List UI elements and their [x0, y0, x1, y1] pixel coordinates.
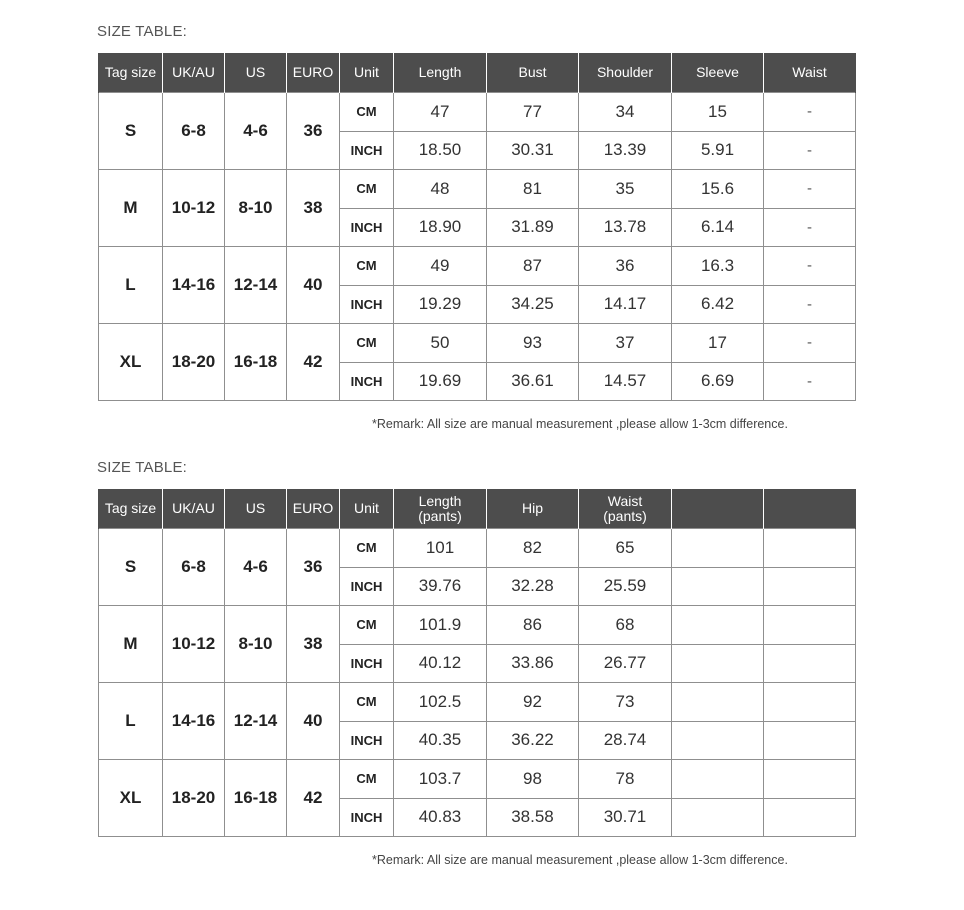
sleeve-cell: 16.3 [672, 247, 764, 286]
hip-cell: 98 [487, 760, 579, 799]
sleeve-cell: 15 [672, 93, 764, 132]
hip-cell: 86 [487, 606, 579, 645]
shoulder-cell: 34 [579, 93, 672, 132]
sleeve-cell: 17 [672, 324, 764, 363]
hip-cell: 32.28 [487, 567, 579, 606]
header-tag-size: Tag size [99, 53, 163, 93]
waist-cell: - [764, 93, 856, 132]
euro-cell: 38 [287, 606, 340, 683]
header-waist-pants: Waist (pants) [579, 489, 672, 529]
header-tag-size: Tag size [99, 489, 163, 529]
header-waist: Waist [764, 53, 856, 93]
waist-cell: - [764, 285, 856, 324]
waist-cell: 30.71 [579, 798, 672, 837]
uk-au-cell: 18-20 [163, 760, 225, 837]
empty-cell [672, 683, 764, 722]
uk-au-cell: 14-16 [163, 683, 225, 760]
header-unit: Unit [340, 489, 394, 529]
bust-cell: 30.31 [487, 131, 579, 170]
waist-cell: 68 [579, 606, 672, 645]
header-unit: Unit [340, 53, 394, 93]
bust-cell: 34.25 [487, 285, 579, 324]
unit-cell: CM [340, 93, 394, 132]
header-row [99, 53, 856, 93]
empty-cell [764, 683, 856, 722]
waist-cell: - [764, 324, 856, 363]
euro-cell: 42 [287, 324, 340, 401]
header-us: US [225, 489, 287, 529]
remark-note: *Remark: All size are manual measurement ,please allow 1-3cm difference. [372, 417, 788, 431]
waist-cell: 78 [579, 760, 672, 799]
table-row [99, 170, 856, 209]
shoulder-cell: 13.39 [579, 131, 672, 170]
us-cell: 8-10 [225, 170, 287, 247]
bust-cell: 36.61 [487, 362, 579, 401]
us-cell: 4-6 [225, 529, 287, 606]
header-length: Length [394, 53, 487, 93]
table-row [99, 606, 856, 645]
size-table-pants [98, 489, 856, 837]
length-cell: 102.5 [394, 683, 487, 722]
waist-cell: 65 [579, 529, 672, 568]
header-length-pants: Length (pants) [394, 489, 487, 529]
bust-cell: 93 [487, 324, 579, 363]
shoulder-cell: 35 [579, 170, 672, 209]
empty-cell [764, 567, 856, 606]
us-cell: 16-18 [225, 324, 287, 401]
length-cell: 40.12 [394, 644, 487, 683]
unit-cell: INCH [340, 721, 394, 760]
header-sleeve: Sleeve [672, 53, 764, 93]
hip-cell: 33.86 [487, 644, 579, 683]
length-cell: 103.7 [394, 760, 487, 799]
euro-cell: 36 [287, 93, 340, 170]
shoulder-cell: 14.17 [579, 285, 672, 324]
length-cell: 48 [394, 170, 487, 209]
table-row [99, 247, 856, 286]
table-row [99, 683, 856, 722]
empty-cell [672, 721, 764, 760]
sleeve-cell: 6.14 [672, 208, 764, 247]
sleeve-cell: 6.69 [672, 362, 764, 401]
tag-size-cell: S [99, 93, 163, 170]
empty-cell [764, 798, 856, 837]
us-cell: 12-14 [225, 247, 287, 324]
remark-note: *Remark: All size are manual measurement ,please allow 1-3cm difference. [372, 853, 788, 867]
sleeve-cell: 15.6 [672, 170, 764, 209]
table-row [99, 529, 856, 568]
unit-cell: CM [340, 247, 394, 286]
length-cell: 19.69 [394, 362, 487, 401]
shoulder-cell: 37 [579, 324, 672, 363]
tag-size-cell: L [99, 247, 163, 324]
euro-cell: 42 [287, 760, 340, 837]
empty-cell [764, 721, 856, 760]
length-cell: 40.35 [394, 721, 487, 760]
unit-cell: CM [340, 170, 394, 209]
uk-au-cell: 10-12 [163, 606, 225, 683]
header-uk-au: UK/AU [163, 53, 225, 93]
us-cell: 16-18 [225, 760, 287, 837]
uk-au-cell: 10-12 [163, 170, 225, 247]
uk-au-cell: 18-20 [163, 324, 225, 401]
header-euro: EURO [287, 53, 340, 93]
unit-cell: CM [340, 683, 394, 722]
euro-cell: 40 [287, 247, 340, 324]
waist-cell: - [764, 170, 856, 209]
unit-cell: INCH [340, 644, 394, 683]
empty-cell [764, 529, 856, 568]
length-cell: 18.90 [394, 208, 487, 247]
table-row [99, 324, 856, 363]
table-row [99, 93, 856, 132]
waist-cell: 28.74 [579, 721, 672, 760]
unit-cell: INCH [340, 362, 394, 401]
shoulder-cell: 13.78 [579, 208, 672, 247]
waist-cell: - [764, 131, 856, 170]
empty-cell [672, 529, 764, 568]
unit-cell: INCH [340, 567, 394, 606]
header-hip: Hip [487, 489, 579, 529]
header-bust: Bust [487, 53, 579, 93]
waist-cell: - [764, 208, 856, 247]
empty-cell [672, 760, 764, 799]
empty-cell [672, 798, 764, 837]
header-row [99, 489, 856, 529]
header-empty [764, 489, 856, 529]
waist-cell: - [764, 362, 856, 401]
unit-cell: INCH [340, 208, 394, 247]
length-cell: 101.9 [394, 606, 487, 645]
tag-size-cell: S [99, 529, 163, 606]
unit-cell: INCH [340, 285, 394, 324]
length-cell: 50 [394, 324, 487, 363]
us-cell: 12-14 [225, 683, 287, 760]
length-cell: 47 [394, 93, 487, 132]
length-cell: 49 [394, 247, 487, 286]
bust-cell: 77 [487, 93, 579, 132]
empty-cell [764, 606, 856, 645]
size-table-tops [98, 53, 856, 401]
length-cell: 18.50 [394, 131, 487, 170]
empty-cell [672, 606, 764, 645]
length-cell: 19.29 [394, 285, 487, 324]
shoulder-cell: 36 [579, 247, 672, 286]
unit-cell: CM [340, 606, 394, 645]
hip-cell: 38.58 [487, 798, 579, 837]
uk-au-cell: 6-8 [163, 93, 225, 170]
tag-size-cell: M [99, 606, 163, 683]
us-cell: 8-10 [225, 606, 287, 683]
empty-cell [764, 760, 856, 799]
header-shoulder: Shoulder [579, 53, 672, 93]
uk-au-cell: 14-16 [163, 247, 225, 324]
waist-cell: 73 [579, 683, 672, 722]
header-empty [672, 489, 764, 529]
euro-cell: 38 [287, 170, 340, 247]
table-row [99, 760, 856, 799]
euro-cell: 36 [287, 529, 340, 606]
tag-size-cell: M [99, 170, 163, 247]
length-cell: 40.83 [394, 798, 487, 837]
section-title: SIZE TABLE: [97, 459, 188, 476]
euro-cell: 40 [287, 683, 340, 760]
unit-cell: CM [340, 529, 394, 568]
us-cell: 4-6 [225, 93, 287, 170]
unit-cell: INCH [340, 798, 394, 837]
empty-cell [764, 644, 856, 683]
bust-cell: 81 [487, 170, 579, 209]
sleeve-cell: 5.91 [672, 131, 764, 170]
empty-cell [672, 644, 764, 683]
tag-size-cell: XL [99, 760, 163, 837]
sleeve-cell: 6.42 [672, 285, 764, 324]
section-title: SIZE TABLE: [97, 23, 188, 40]
hip-cell: 92 [487, 683, 579, 722]
shoulder-cell: 14.57 [579, 362, 672, 401]
header-uk-au: UK/AU [163, 489, 225, 529]
bust-cell: 31.89 [487, 208, 579, 247]
uk-au-cell: 6-8 [163, 529, 225, 606]
header-us: US [225, 53, 287, 93]
unit-cell: INCH [340, 131, 394, 170]
tag-size-cell: L [99, 683, 163, 760]
hip-cell: 82 [487, 529, 579, 568]
unit-cell: CM [340, 324, 394, 363]
length-cell: 101 [394, 529, 487, 568]
bust-cell: 87 [487, 247, 579, 286]
waist-cell: 26.77 [579, 644, 672, 683]
tag-size-cell: XL [99, 324, 163, 401]
unit-cell: CM [340, 760, 394, 799]
header-euro: EURO [287, 489, 340, 529]
waist-cell: - [764, 247, 856, 286]
waist-cell: 25.59 [579, 567, 672, 606]
empty-cell [672, 567, 764, 606]
hip-cell: 36.22 [487, 721, 579, 760]
length-cell: 39.76 [394, 567, 487, 606]
